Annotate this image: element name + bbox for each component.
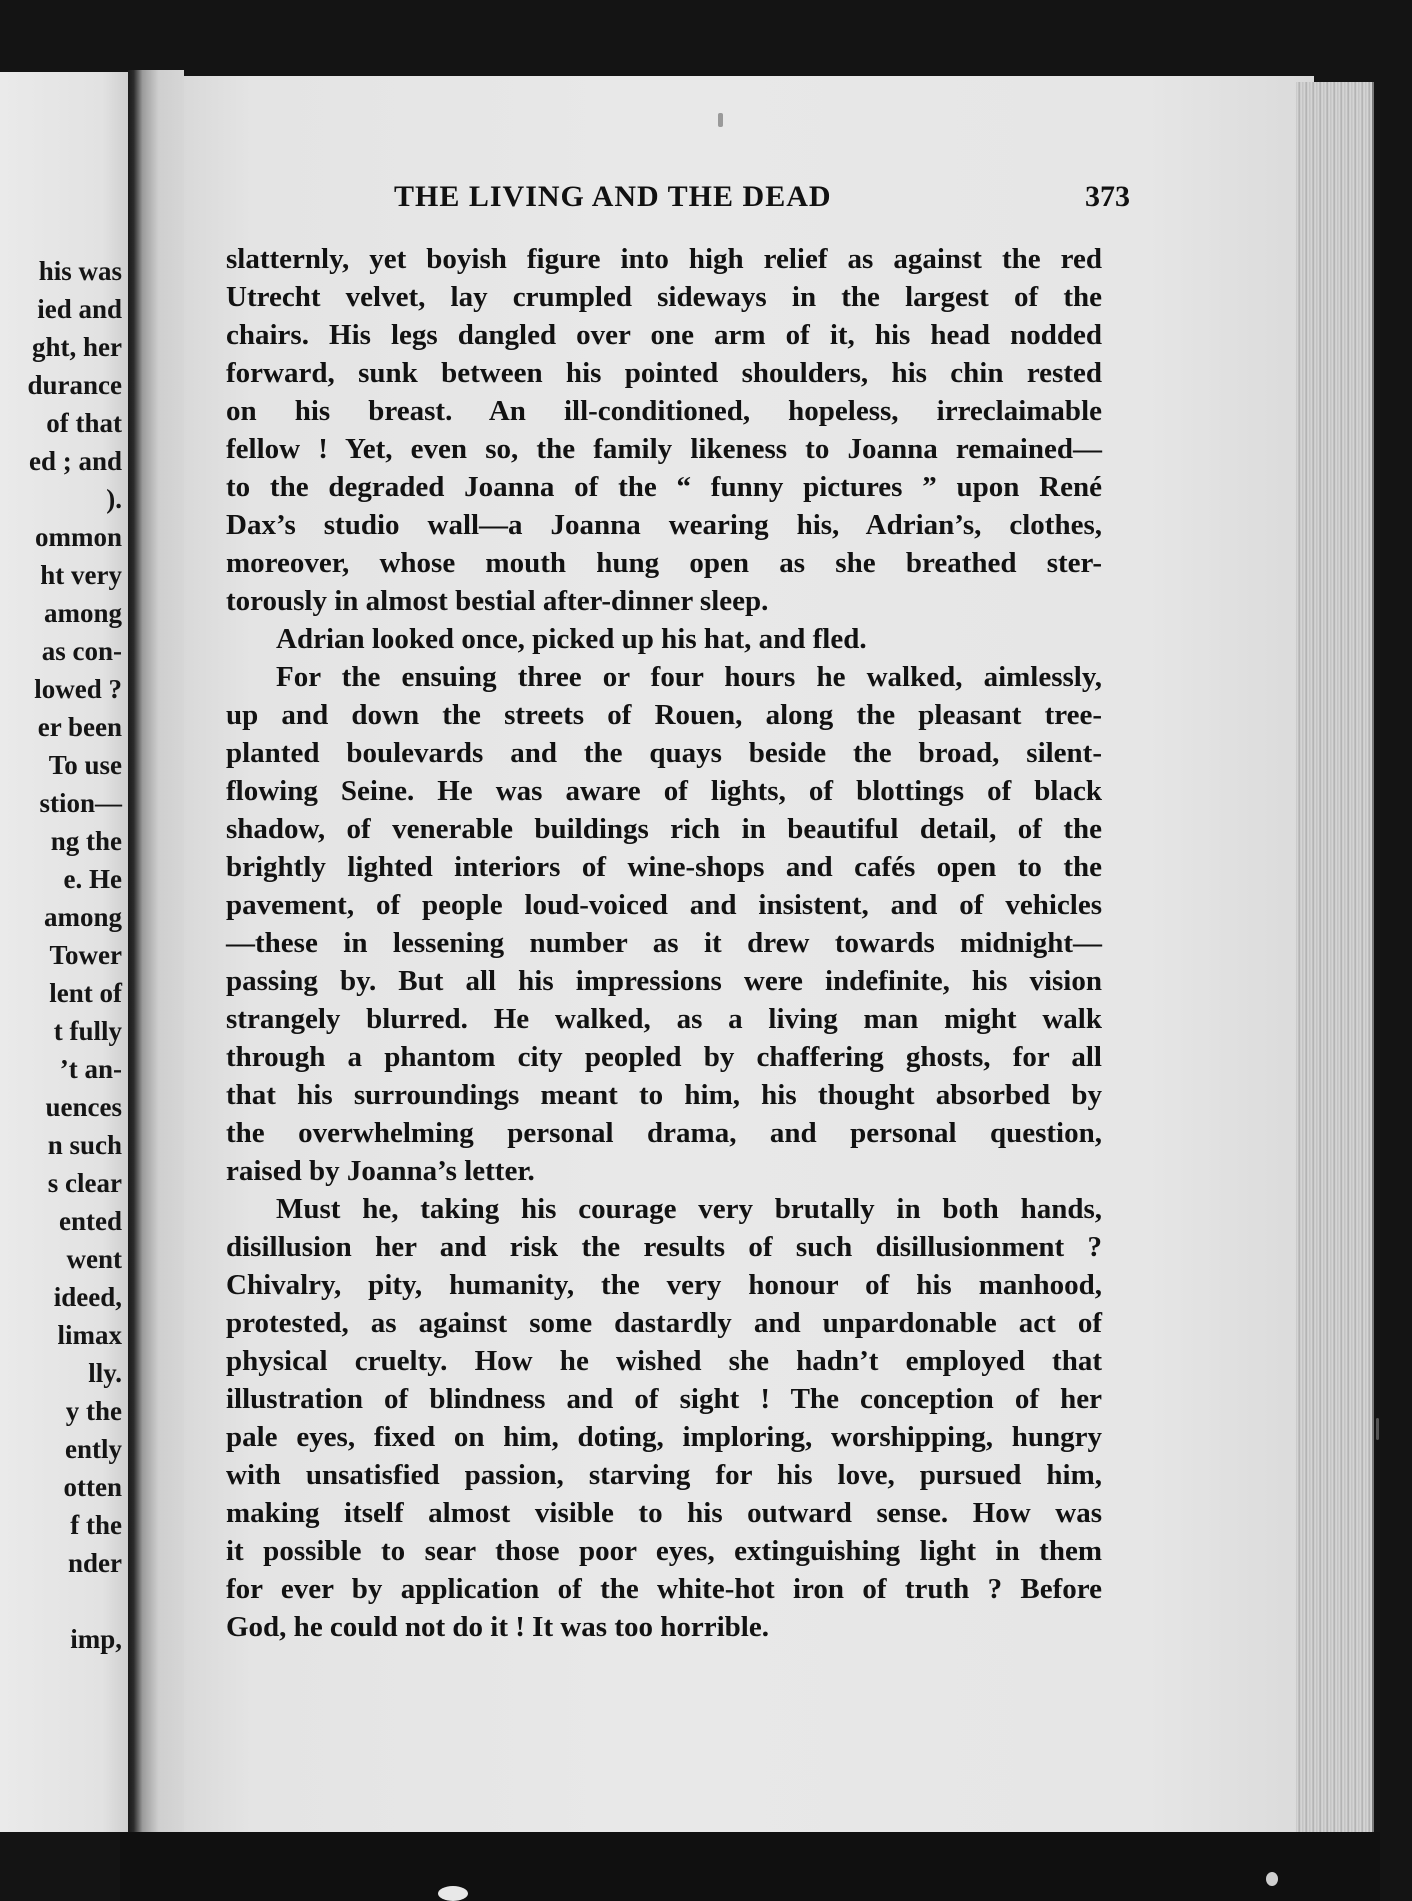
text-line: Dax’s studio wall—a Joanna wearing his, Adrian’s, clothes,: [226, 509, 1102, 541]
left-page: [0, 72, 128, 1832]
text-line: Chivalry, pity, humanity, the very honour of his manhood,: [226, 1269, 1102, 1301]
text-line: planted boulevards and the quays beside the broad, silent-: [226, 737, 1102, 769]
text-line: it possible to sear those poor eyes, extinguishing light in them: [226, 1535, 1102, 1567]
text-line: illustration of blindness and of sight ! The conception of her: [226, 1383, 1102, 1415]
text-line: —these in lessening number as it drew towards midnight—: [226, 927, 1102, 959]
left-line: ied and: [37, 294, 122, 324]
text-line: up and down the streets of Rouen, along the pleasant tree-: [226, 699, 1102, 731]
text-line: raised by Joanna’s letter.: [226, 1155, 535, 1187]
text-line: Utrecht velvet, lay crumpled sideways in the largest of the: [226, 281, 1102, 313]
page-number: 373: [1085, 180, 1130, 213]
text-line: Adrian looked once, picked up his hat, and fled.: [276, 623, 867, 655]
bottom-shadow: [120, 1832, 1380, 1901]
left-line: stion—: [39, 788, 122, 818]
left-line: his was: [38, 256, 122, 286]
text-line: protested, as against some dastardly and unpardonable act of: [226, 1307, 1102, 1339]
text-line: disillusion her and risk the results of such disillusionment ?: [226, 1231, 1102, 1263]
left-line: e. He: [63, 864, 122, 894]
left-line: y the: [65, 1396, 122, 1426]
left-line: uences: [45, 1092, 122, 1122]
running-title: THE LIVING AND THE DEAD: [394, 180, 832, 213]
left-line: ’t an-: [59, 1054, 122, 1084]
left-line: To use: [48, 750, 122, 780]
left-line: ented: [59, 1206, 122, 1236]
text-line: the overwhelming personal drama, and personal question,: [226, 1117, 1102, 1149]
left-line: of that: [46, 408, 122, 438]
text-line: shadow, of venerable buildings rich in beautiful detail, of the: [226, 813, 1102, 845]
left-line: n such: [47, 1130, 122, 1160]
left-line: as con-: [41, 636, 122, 666]
body-text: [226, 240, 1102, 1646]
text-line: flowing Seine. He was aware of lights, of blottings of black: [226, 775, 1102, 807]
scan-speck: [1266, 1872, 1278, 1886]
scan-speck: [438, 1886, 468, 1901]
text-line: pale eyes, fixed on him, doting, imploring, worshipping, hungry: [226, 1421, 1102, 1453]
left-line: ng the: [50, 826, 122, 856]
left-line: ideed,: [53, 1282, 122, 1312]
left-line: ommon: [35, 522, 122, 552]
left-line: nder: [68, 1548, 122, 1578]
left-line: lent of: [49, 978, 122, 1008]
text-line: For the ensuing three or four hours he walked, aimlessly,: [276, 661, 1102, 693]
left-line: among: [43, 598, 122, 628]
left-line: lly.: [88, 1358, 122, 1388]
text-line: Must he, taking his courage very brutally in both hands,: [276, 1193, 1102, 1225]
text-line: for ever by application of the white-hot iron of truth ? Before: [226, 1573, 1102, 1605]
text-line: pavement, of people loud-voiced and insistent, and of vehicles: [226, 889, 1102, 921]
left-line: [28, 1582, 123, 1620]
left-line: ht very: [40, 560, 122, 590]
text-line: with unsatisfied passion, starving for his love, pursued him,: [226, 1459, 1102, 1491]
left-line: s clear: [47, 1168, 122, 1198]
book-gutter: [128, 70, 184, 1840]
left-line: lowed ?: [34, 674, 122, 704]
left-line: ed ; and: [28, 446, 122, 476]
left-line: durance: [27, 370, 122, 400]
text-line: torously in almost bestial after-dinner sleep.: [226, 585, 769, 617]
left-line: Tower: [49, 940, 122, 970]
text-line: moreover, whose mouth hung open as she breathed ster-: [226, 547, 1102, 579]
left-line: among: [43, 902, 122, 932]
left-line: ght, her: [32, 332, 122, 362]
text-line: strangely blurred. He walked, as a living man might walk: [226, 1003, 1102, 1035]
left-line: ).: [106, 484, 122, 514]
left-line: otten: [63, 1472, 122, 1502]
left-line: imp,: [70, 1624, 122, 1654]
scan-speck: [718, 113, 723, 127]
text-line: to the degraded Joanna of the “ funny pictures ” upon René: [226, 471, 1102, 503]
text-line: physical cruelty. How he wished she hadn’t employed that: [226, 1345, 1102, 1377]
left-page-text: [28, 252, 123, 1658]
left-line: limax: [57, 1320, 122, 1350]
text-line: through a phantom city peopled by chaffering ghosts, for all: [226, 1041, 1102, 1073]
text-line: God, he could not do it ! It was too horrible.: [226, 1611, 769, 1643]
text-line: on his breast. An ill-conditioned, hopeless, irreclaimable: [226, 395, 1102, 427]
left-line: t fully: [53, 1016, 122, 1046]
text-line: chairs. His legs dangled over one arm of it, his head nodded: [226, 319, 1102, 351]
page-edges: [1296, 82, 1374, 1848]
text-line: fellow ! Yet, even so, the family likeness to Joanna remained—: [226, 433, 1102, 465]
running-header: [394, 180, 1130, 220]
text-line: that his surroundings meant to him, his thought absorbed by: [226, 1079, 1102, 1111]
text-line: forward, sunk between his pointed shoulders, his chin rested: [226, 357, 1102, 389]
text-line: making itself almost visible to his outward sense. How was: [226, 1497, 1102, 1529]
left-line: ently: [65, 1434, 122, 1464]
left-line: er been: [37, 712, 122, 742]
text-line: brightly lighted interiors of wine-shops and cafés open to the: [226, 851, 1102, 883]
text-line: passing by. But all his impressions were indefinite, his vision: [226, 965, 1102, 997]
text-line: slatternly, yet boyish figure into high relief as against the red: [226, 243, 1102, 275]
left-line: went: [66, 1244, 122, 1274]
left-line: f the: [70, 1510, 122, 1540]
scan-speck: [1376, 1418, 1379, 1440]
